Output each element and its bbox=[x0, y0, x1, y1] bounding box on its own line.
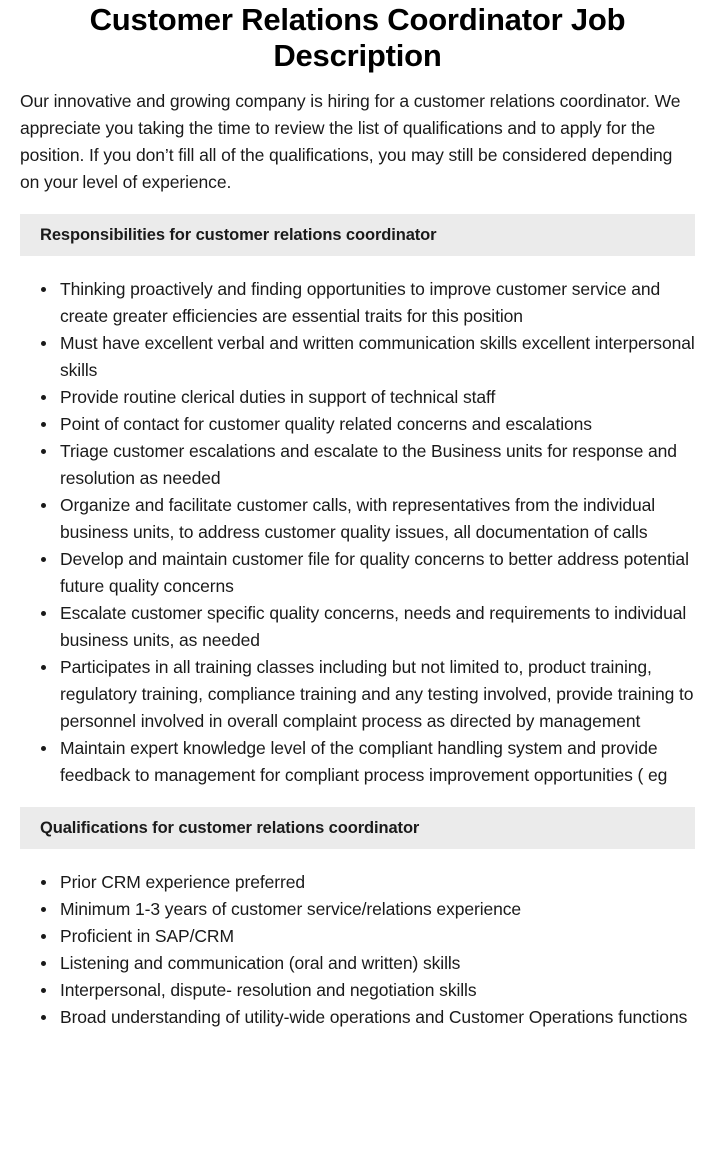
list-item: Prior CRM experience preferred bbox=[60, 869, 695, 896]
qualifications-heading: Qualifications for customer relations coordinator bbox=[20, 807, 695, 849]
list-item: Must have excellent verbal and written communication skills excellent interpersonal skills bbox=[60, 330, 695, 384]
list-item: Maintain expert knowledge level of the compliant handling system and provide feedback to management for compliant process improvement opportunities ( eg bbox=[60, 735, 695, 789]
page-title: Customer Relations Coordinator Job Description bbox=[89, 2, 626, 73]
list-item: Thinking proactively and finding opportunities to improve customer service and create greater efficiencies are essential traits for this position bbox=[60, 276, 695, 330]
list-item: Point of contact for customer quality related concerns and escalations bbox=[60, 411, 695, 438]
list-item: Organize and facilitate customer calls, with representatives from the individual business units, to address customer quality issues, all documentation of calls bbox=[60, 492, 695, 546]
list-item: Provide routine clerical duties in support of technical staff bbox=[60, 384, 695, 411]
bullet-icon bbox=[41, 449, 46, 454]
bullet-icon bbox=[41, 341, 46, 346]
bullet-icon bbox=[41, 287, 46, 292]
list-item: Minimum 1-3 years of customer service/relations experience bbox=[60, 896, 695, 923]
qualifications-list bbox=[20, 869, 695, 1031]
bullet-icon bbox=[41, 1015, 46, 1020]
bullet-icon bbox=[41, 961, 46, 966]
bullet-icon bbox=[41, 907, 46, 912]
list-item: Listening and communication (oral and written) skills bbox=[60, 950, 695, 977]
bullet-icon bbox=[41, 665, 46, 670]
responsibilities-heading: Responsibilities for customer relations coordinator bbox=[20, 214, 695, 256]
list-item: Escalate customer specific quality concerns, needs and requirements to individual business units, as needed bbox=[60, 600, 695, 654]
bullet-icon bbox=[41, 557, 46, 562]
list-item: Triage customer escalations and escalate to the Business units for response and resolution as needed bbox=[60, 438, 695, 492]
bullet-icon bbox=[41, 934, 46, 939]
bullet-icon bbox=[41, 503, 46, 508]
bullet-icon bbox=[41, 611, 46, 616]
intro-paragraph: Our innovative and growing company is hiring for a customer relations coordinator. We appreciate you taking the time to review the list of qualifications and to apply for the position. If you don’t fill all of the qualifications, you may still be considered depending on your level of experience. bbox=[20, 91, 681, 192]
list-item: Develop and maintain customer file for quality concerns to better address potential future quality concerns bbox=[60, 546, 695, 600]
list-item: Broad understanding of utility-wide operations and Customer Operations functions bbox=[60, 1004, 695, 1031]
bullet-icon bbox=[41, 422, 46, 427]
list-item: Interpersonal, dispute- resolution and negotiation skills bbox=[60, 977, 695, 1004]
bullet-icon bbox=[41, 395, 46, 400]
bullet-icon bbox=[41, 746, 46, 751]
responsibilities-list bbox=[20, 276, 695, 789]
bullet-icon bbox=[41, 988, 46, 993]
list-item: Proficient in SAP/CRM bbox=[60, 923, 695, 950]
bullet-icon bbox=[41, 880, 46, 885]
list-item: Participates in all training classes including but not limited to, product training, regulatory training, compliance training and any testing involved, provide training to personnel involved in overall complaint process as directed by management bbox=[60, 654, 695, 735]
